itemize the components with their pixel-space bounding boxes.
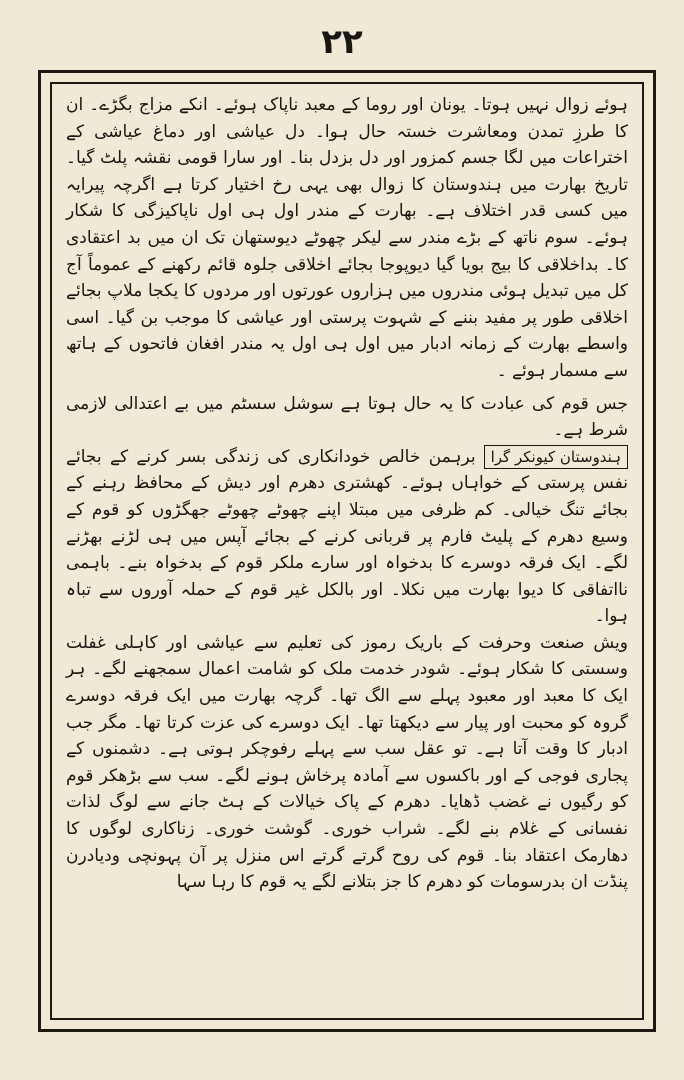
paragraph-1: ہوئے زوال نہیں ہوتا۔ یونان اور روما کے معبد ناپاک ہوئے۔ انکے مزاج بگڑے۔ ان کا طرزِ تمدن ومعاشرت خستہ حال ہوا۔ دل عیاشی اور دماغ عیاشی کے اختراعات میں لگا جسم کمزور اور دل بزدل بنا۔ اور سارا قومی نقشہ پلٹ گیا۔ تاریخ بھارت میں ہندوستان کا زوال بھی یہی رخ اختیار کرتا ہے اگرچہ پیرایہ میں کسی قدر اختلاف ہے۔ بھارت کے مندر اول ہی اول ناپاکیزگی کا شکار ہوئے۔ سوم ناتھ کے بڑے مندر سے لیکر چھوٹے دیوستھان تک ان میں بد اعتقادی کا۔ بداخلاقی کا بیج بویا گیا دیوپوجا بجائے اخلاقی جلوہ قائم رکھنے کے عموماً آج کل میں تبدیل ہوئی مندروں میں ہزاروں عورتوں اور مردوں کا یکجا ملاپ بجائے اخلاقی طور پر مفید بننے کے شہوت پرستی اور عیاشی کا موجب بن گیا۔ اسی واسطے بھارت کے زمانہ ادبار میں اول ہی اول یہ مندر افغان فاتحوں کے ہاتھ سے مسمار ہوئے ۔ [66, 95, 628, 381]
paragraph-2: جس قوم کی عبادت کا یہ حال ہوتا ہے سوشل سسٹم میں بے اعتدالی لازمی شرط ہے۔ [66, 393, 628, 441]
body-text [66, 92, 628, 896]
paragraph-3 [66, 444, 628, 630]
side-heading-box: ہندوستان کیونکر گرا [484, 445, 628, 469]
paragraph-3-text: برہمن خالص خودانکاری کی زندگی بسر کرنے کے بجائے نفس پرستی کے خواہاں ہوئے۔ کھشتری دھرم اور دیش کے محافظ رہنے کے بجائے تنگ خیالی۔ کم ظرفی میں مبتلا اپنے چھوٹے چھوٹے جھگڑوں کو قوم کے وسیع دھرم کے پلیٹ فارم پر قربانی کرنے کے بجائے آپس میں ہی لڑنے بھڑنے لگے۔ ایک فرقہ دوسرے کا بدخواہ اور سارے ملکر قوم کے بدخواہ بنے۔ باہمی نااتفاقی کا دیوا بھارت میں نکلا۔ اور بالکل غیر قوم کے حملہ آوروں سے تباہ ہوا۔ [66, 446, 628, 627]
page-number: ۲۲ [321, 22, 363, 62]
inner-border-frame [50, 82, 644, 1020]
paragraph-4: ویش صنعت وحرفت کے باریک رموز کی تعلیم سے عیاشی اور کاہلی غفلت وسستی کا شکار ہوئے۔ شودر خدمت ملک کو شامت اعمال سمجھنے لگے۔ ہر ایک کا معبد اور معبود پہلے سے الگ تھا۔ گرچہ بھارت میں ایک فرقہ دوسرے گروہ کو محبت اور پیار سے دیکھتا تھا۔ ایک دوسرے کی عزت کرتا تھا۔ مگر جب ادبار کا وقت آتا ہے۔ تو عقل سب سے پہلے رفوچکر ہوتی ہے۔ دشمنوں کے پجاری فوجی کے اور باکسوں سے آمادہ پرخاش ہونے لگے۔ سب سے بڑھکر قوم کو رگیوں نے غضب ڈھایا۔ دھرم کے پاک خیالات کے ہٹ جانے سے لوگ لذات نفسانی کے غلام بنے لگے۔ شراب خوری۔ گوشت خوری۔ زناکاری لوگوں کا دھارمک اعتقاد بنا۔ قوم کی روح گرتے گرتے اس منزل پر آن پہونچی ودیادرن پنڈت ان بدرسومات کو دھرم کا جز بتلانے لگے یہ قوم کا رہا سہا [66, 632, 628, 893]
